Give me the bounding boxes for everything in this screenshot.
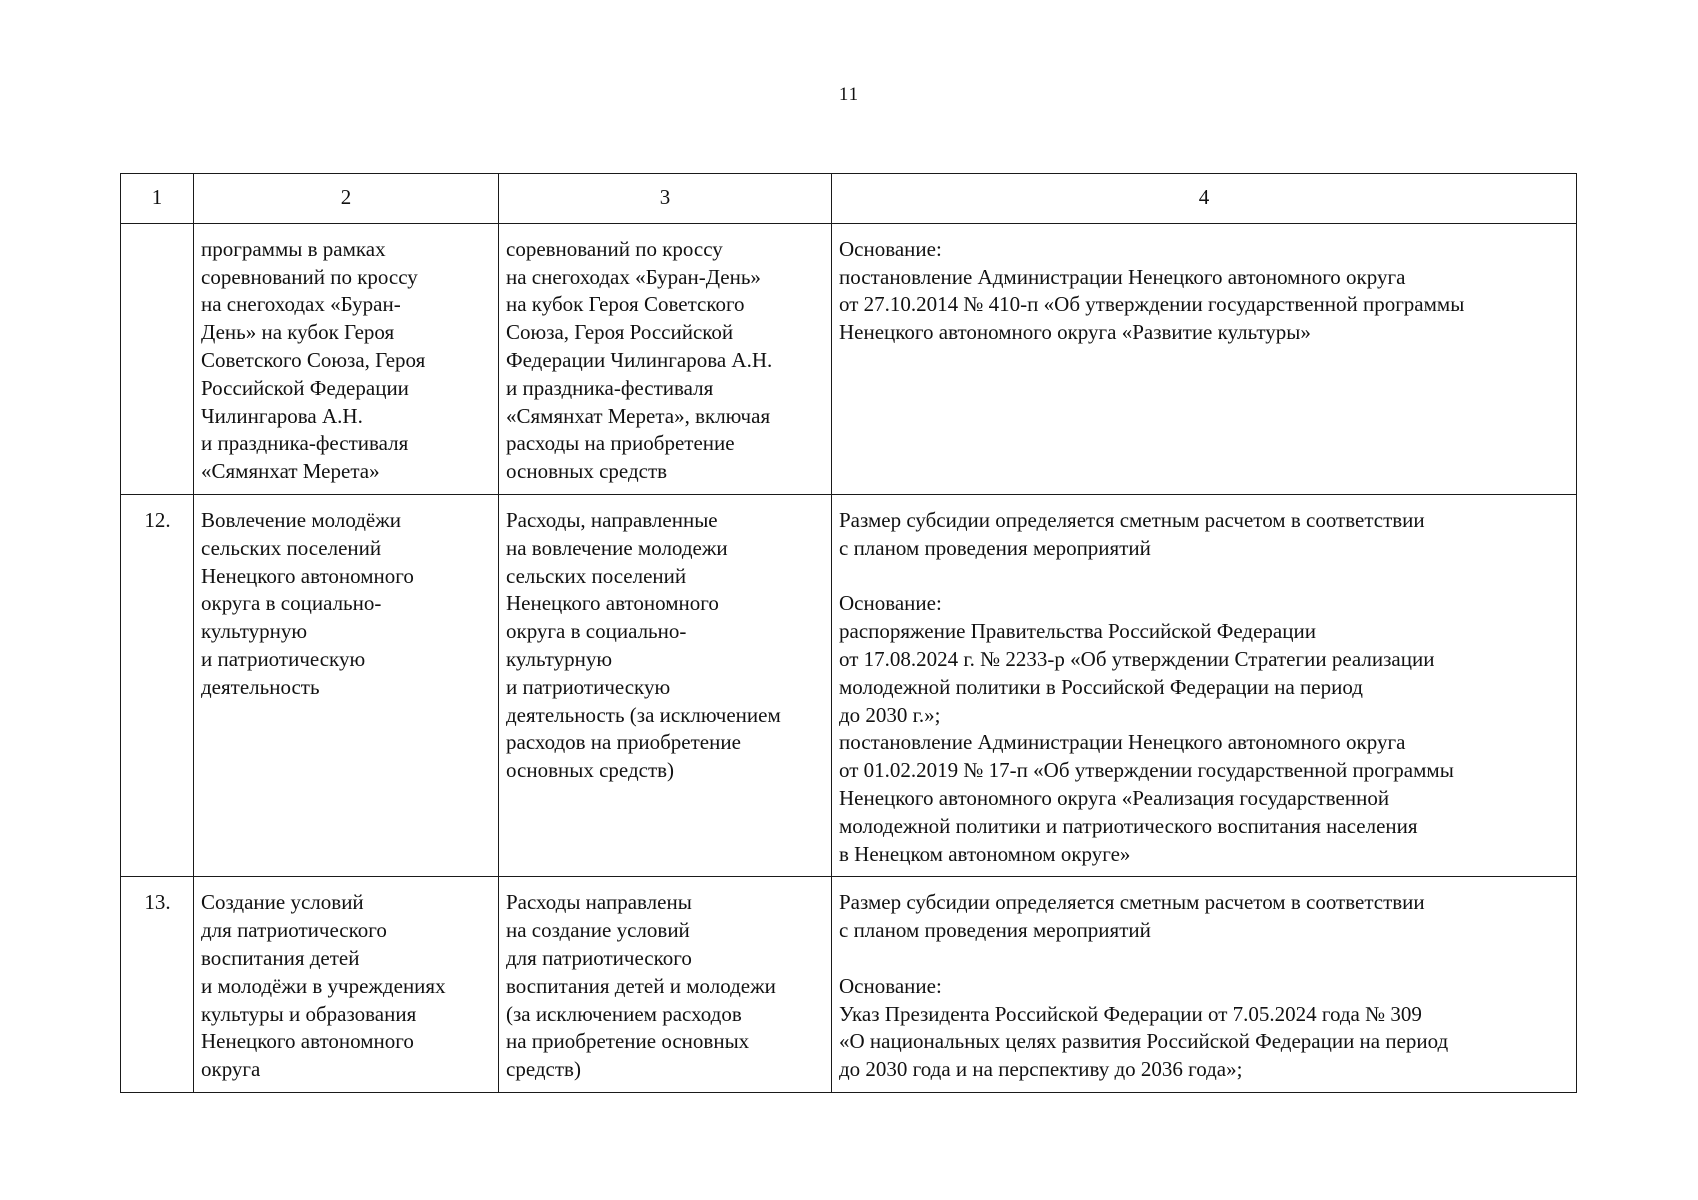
cell-column-3 [499, 494, 832, 876]
cell-text-line: Основание: [839, 236, 942, 261]
cell-text-line: «Сямянхат Мерета», включая [506, 403, 771, 428]
cell-text-line: Указ Президента Российской Федерации от 7.05.2024 года № 309 [839, 1001, 1422, 1026]
cell-text-line: на приобретение основных [506, 1029, 750, 1054]
cell-text-line: культуры и образования [201, 1001, 417, 1026]
cell-text-line: Ненецкого автономного [201, 1029, 414, 1054]
cell-text-line: Размер субсидии определяется сметным расчетом в соответствии [839, 507, 1425, 532]
cell-column-2 [194, 494, 499, 876]
cell-text-line: Российской Федерации [201, 375, 409, 400]
cell-text-line: в Ненецком автономном округе» [839, 841, 1131, 866]
cell-text-line: основных средств) [506, 758, 675, 783]
cell-text-line: молодежной политики и патриотического воспитания населения [839, 813, 1418, 838]
cell-text-line: деятельность [201, 674, 320, 699]
cell-text-line: с планом проведения мероприятий [839, 535, 1151, 560]
cell-column-4 [832, 877, 1577, 1093]
table-row [121, 877, 1577, 1093]
cell-text-line: воспитания детей [201, 945, 360, 970]
cell-column-2 [194, 223, 499, 494]
cell-text-line: распоряжение Правительства Российской Федерации [839, 619, 1316, 644]
cell-text-line [839, 563, 1570, 591]
cell-text-line: на снегоходах «Буран-День» [506, 264, 761, 289]
cell-text-line: Расходы, направленные [506, 507, 718, 532]
cell-text-line: Вовлечение молодёжи [201, 507, 401, 532]
cell-column-4 [832, 223, 1577, 494]
cell-text-line: культурную [506, 646, 613, 671]
cell-text-line: с планом проведения мероприятий [839, 918, 1151, 943]
cell-column-3 [499, 223, 832, 494]
header-cell-3: 3 [499, 174, 832, 224]
cell-text-line: до 2030 года и на перспективу до 2036 года»; [839, 1057, 1243, 1082]
cell-text-line: Основание: [839, 973, 942, 998]
cell-text-line: и праздника-фестиваля [506, 375, 714, 400]
cell-text-line: Ненецкого автономного [201, 563, 414, 588]
cell-text-line: День» на кубок Героя [201, 320, 395, 345]
row-number-cell: 13. [121, 877, 194, 1093]
cell-text-line: Расходы направлены [506, 890, 692, 915]
cell-text-line: «О национальных целях развития Российской Федерации на период [839, 1029, 1449, 1054]
cell-text-line: и патриотическую [201, 646, 366, 671]
cell-text-line: и молодёжи в учреждениях [201, 973, 446, 998]
cell-column-3 [499, 877, 832, 1093]
table-row [121, 494, 1577, 876]
cell-text-line: постановление Администрации Ненецкого автономного округа [839, 730, 1406, 755]
cell-text-line: Ненецкого автономного [506, 591, 719, 616]
cell-text-line: Чилингарова А.Н. [201, 403, 363, 428]
table-header-row [121, 174, 1577, 224]
table-row [121, 223, 1577, 494]
cell-text-line: программы в рамках [201, 236, 386, 261]
cell-text-line: округа [201, 1057, 261, 1082]
cell-text-line: округа в социально- [506, 619, 687, 644]
cell-text-line: Ненецкого автономного округа «Развитие культуры» [839, 320, 1311, 345]
cell-text-line: на кубок Героя Советского [506, 292, 745, 317]
cell-text-line: Союза, Героя Российской [506, 320, 734, 345]
cell-text-line: деятельность (за исключением [506, 702, 781, 727]
cell-text-line: от 01.02.2019 № 17-п «Об утверждении государственной программы [839, 758, 1454, 783]
cell-text-line: и патриотическую [506, 674, 671, 699]
cell-column-2 [194, 877, 499, 1093]
cell-text-line: (за исключением расходов [506, 1001, 742, 1026]
cell-text-line: от 27.10.2014 № 410-п «Об утверждении государственной программы [839, 292, 1465, 317]
cell-text-line: Ненецкого автономного округа «Реализация государственной [839, 785, 1390, 810]
cell-text-line: Размер субсидии определяется сметным расчетом в соответствии [839, 890, 1425, 915]
cell-text-line: для патриотического [201, 918, 387, 943]
cell-text-line: от 17.08.2024 г. № 2233-р «Об утверждении Стратегии реализации [839, 646, 1435, 671]
header-cell-1: 1 [121, 174, 194, 224]
cell-text-line: постановление Администрации Ненецкого автономного округа [839, 264, 1406, 289]
cell-text-line: средств) [506, 1057, 581, 1082]
page-number: 11 [838, 84, 860, 105]
cell-text-line: основных средств [506, 459, 668, 484]
header-cell-2: 2 [194, 174, 499, 224]
cell-text-line: на вовлечение молодежи [506, 535, 728, 560]
cell-text-line: расходы на приобретение [506, 431, 735, 456]
cell-text-line: расходов на приобретение [506, 730, 741, 755]
cell-text-line: округа в социально- [201, 591, 382, 616]
row-number-cell: 12. [121, 494, 194, 876]
cell-text-line: до 2030 г.»; [839, 702, 941, 727]
cell-text-line: сельских поселений [506, 563, 687, 588]
cell-text-line [839, 945, 1570, 973]
cell-column-4 [832, 494, 1577, 876]
header-cell-4: 4 [832, 174, 1577, 224]
cell-text-line: соревнований по кроссу [201, 264, 418, 289]
cell-text-line: воспитания детей и молодежи [506, 973, 776, 998]
document-table [120, 173, 1577, 1093]
cell-text-line: Создание условий [201, 890, 364, 915]
cell-text-line: на снегоходах «Буран- [201, 292, 401, 317]
cell-text-line: и праздника-фестиваля [201, 431, 409, 456]
cell-text-line: сельских поселений [201, 535, 382, 560]
cell-text-line: Основание: [839, 591, 942, 616]
cell-text-line: Советского Союза, Героя [201, 347, 426, 372]
cell-text-line: для патриотического [506, 945, 692, 970]
cell-text-line: молодежной политики в Российской Федерации на период [839, 674, 1363, 699]
cell-text-line: на создание условий [506, 918, 690, 943]
row-number-cell [121, 223, 194, 494]
cell-text-line: соревнований по кроссу [506, 236, 723, 261]
cell-text-line: «Сямянхат Мерета» [201, 459, 380, 484]
cell-text-line: культурную [201, 619, 308, 644]
cell-text-line: Федерации Чилингарова А.Н. [506, 347, 773, 372]
